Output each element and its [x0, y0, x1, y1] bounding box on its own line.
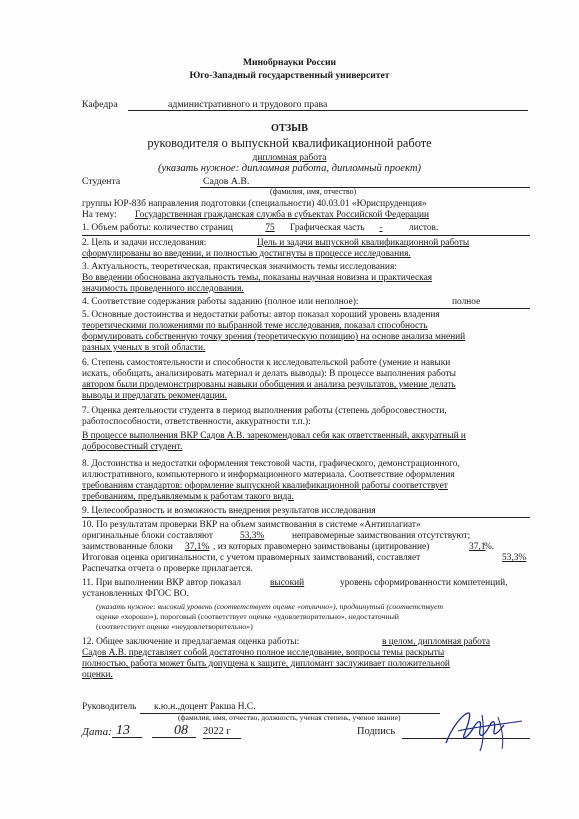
- student-hint: (фамилия, имя, отчество): [270, 187, 357, 196]
- s7-line4: добросовестный студент.: [82, 442, 183, 452]
- s3-line1: Во введении обоснована актуальность темы, показаны научная новизна и практическая: [82, 273, 433, 283]
- handwritten-signature: [438, 707, 528, 753]
- volume-middle: Графическая часть: [290, 223, 365, 233]
- work-type: дипломная работа: [252, 152, 327, 163]
- volume-prefix: 1. Объем работы: количество страниц: [82, 223, 233, 233]
- volume-suffix: листов.: [409, 223, 439, 233]
- date-year: 2022 г: [203, 726, 231, 737]
- s8-line2: иллюстративного, компьютерного и информационного материала. Соответствие оформления: [82, 470, 455, 480]
- volume-pages: 75: [265, 223, 275, 233]
- s10-line4a: Итоговая оценка оригинальности, с учетом правомерных заимствований, составляет: [82, 553, 421, 563]
- ministry-heading: Минобрнауки России: [242, 57, 337, 68]
- s10-line2a: оригинальные блоки составляют: [82, 531, 213, 541]
- s11-note2: оценке «хорошо»), пороговый (соответствует оценке «удовлетворительно», недостаточный: [96, 612, 399, 621]
- volume-graphic: -: [379, 223, 383, 233]
- document-subtitle: руководителя о выпускной квалификационной работе: [147, 136, 432, 150]
- s9-heading: 9. Целесообразность и возможность внедрения результатов исследования: [82, 506, 376, 516]
- s11-level: высокий: [270, 578, 305, 588]
- s5-line2: теоретическими положениями по выбранной теме исследования, показал способность: [82, 321, 428, 331]
- s9-rule: [82, 517, 530, 518]
- date-year-underline: [203, 738, 241, 739]
- s5-line1: 5. Основные достоинства и недостатки работы: автор показал хороший уровень владения: [82, 310, 440, 320]
- s5-line4: разных ученых в этой области.: [82, 343, 206, 353]
- s2-line1a: 2. Цель и задачи исследования:: [82, 238, 207, 248]
- s12-line4: оценки.: [82, 670, 113, 680]
- s10-line5: Распечатка отчета о проверке прилагается.: [82, 564, 253, 574]
- s6-line2: искать, обобщать, анализировать материал и делать выводы): В процессе выполнения работы: [82, 369, 456, 379]
- s12-line2: Садов А.В. представляет собой достаточно полное исследование, вопросы темы раскрыты: [82, 648, 445, 658]
- student-label: Студента: [82, 176, 121, 187]
- s10-line3a: заимствованные блоки: [82, 542, 173, 552]
- s11-line1b: уровень сформированности компетенций,: [340, 578, 508, 588]
- theme-value: Государственная гражданская служба в субъектах Российской Федерации: [135, 210, 430, 220]
- theme-label: На тему:: [82, 210, 117, 220]
- s7-line2: работоспособности, ответственности, аккуратности т.п.):: [82, 417, 311, 427]
- s12-line1b: в целом, дипломная работа: [382, 637, 491, 647]
- s11-note3: (соответствует оценке «неудовлетворительно»): [96, 622, 253, 631]
- s7-line3: В процессе выполнения ВКР Садов А.В. зарекомендовал себя как ответственный, аккуратный и: [82, 431, 466, 441]
- university-heading: Юго-Западный государственный университет: [189, 70, 390, 81]
- signature-label: Подпись: [357, 726, 396, 737]
- date-day-underline: [112, 737, 142, 738]
- s8-line3: требованиям стандартов: оформление выпускной квалификационной работы соответствует: [82, 481, 448, 491]
- s10-original-percent: 53,3%: [240, 531, 265, 541]
- s10-borrowed-percent: 37,1%: [185, 542, 210, 552]
- date-month-underline: [152, 737, 196, 738]
- s6-line4: выводы и предлагать рекомендации.: [82, 391, 227, 401]
- s2-line1b: Цель и задачи выпускной квалификационной работы: [257, 238, 470, 248]
- s7-line1: 7. Оценка деятельности студента в период выполнения работы (степень добросовестности,: [82, 406, 447, 416]
- s10-line1: 10. По результатам проверки ВКР на объем заимствования в системе «Антиплагиат»: [82, 520, 421, 530]
- date-day: 13: [116, 723, 130, 738]
- s8-line4: требованиям, предъявляемым к работам такого вида.: [82, 492, 294, 502]
- s4-label: 4. Соответствие содержания работы заданию (полное или неполное):: [82, 297, 359, 307]
- s10-line3b: , из которых правомерно заимствованы (цитирование): [213, 542, 430, 552]
- s3-heading: 3. Актуальность, теоретическая, практическая значимость темы исследования:: [82, 262, 397, 272]
- supervisor-label: Руководитель: [82, 702, 137, 712]
- s11-note1: (указать нужное: высокий уровень (соответствует оценке «отлично»), продвинутый (соответствует: [96, 602, 444, 611]
- s6-line1: 6. Степень самостоятельности и способности к исследовательской работе (умение и навыки: [82, 358, 451, 368]
- s10-cited-percent: 37,1: [469, 542, 486, 552]
- work-type-hint: (указать нужное: дипломная работа, дипломный проект): [158, 163, 421, 174]
- date-month: 08: [174, 723, 188, 738]
- s10-line3c: %.: [484, 542, 495, 552]
- s10-final-percent: 53,3%: [502, 553, 527, 563]
- s11-line2: установленных ФГОС ВО.: [82, 589, 189, 599]
- s4-value: полное: [452, 297, 481, 307]
- s10-line2b: неправомерные заимствования отсутствуют;: [292, 531, 471, 541]
- supervisor-value: к.ю.н.,доцент Ракша Н.С.: [154, 702, 256, 712]
- s11-line1a: 11. При выполнении ВКР автор показал: [82, 578, 242, 588]
- s4-underline: [340, 308, 530, 309]
- s6-line3: автором были продемонстрированы навыки обобщения и анализа результатов, умение делать: [82, 380, 456, 390]
- date-label: Дата:: [82, 726, 112, 738]
- department-underline: [128, 110, 528, 111]
- group-line: группы ЮР-83б направления подготовки (специальности) 40.03.01 «Юриспруденция»: [82, 199, 427, 209]
- supervisor-hint: (фамилия, имя, отчество, должность, ученая степень, ученое звание): [178, 713, 401, 722]
- department-label: Кафедра: [82, 99, 118, 110]
- s2-line2: сформулированы во введении, и полностью достигнуты в процессе исследования.: [82, 249, 411, 259]
- s8-line1: 8. Достоинства и недостатки оформления текстовой части, графического, демонстрационного,: [82, 459, 460, 469]
- s12-line3: полностью, работа может быть допущена к защите, дипломант заслуживает положительной: [82, 659, 450, 669]
- student-underline: [200, 187, 530, 188]
- student-name: Садов А.В.: [203, 176, 250, 187]
- s5-line3: формулировать собственную точку зрения (теоретическую позицию) на основе анализа мнений: [82, 332, 466, 342]
- s3-line2: значимость проведенного исследования.: [82, 284, 244, 294]
- department-value: административного и трудового права: [168, 99, 328, 110]
- document-title: ОТЗЫВ: [271, 123, 308, 134]
- volume-rule: [82, 235, 530, 236]
- s12-line1a: 12. Общее заключение и предлагаемая оценка работы:: [82, 637, 300, 647]
